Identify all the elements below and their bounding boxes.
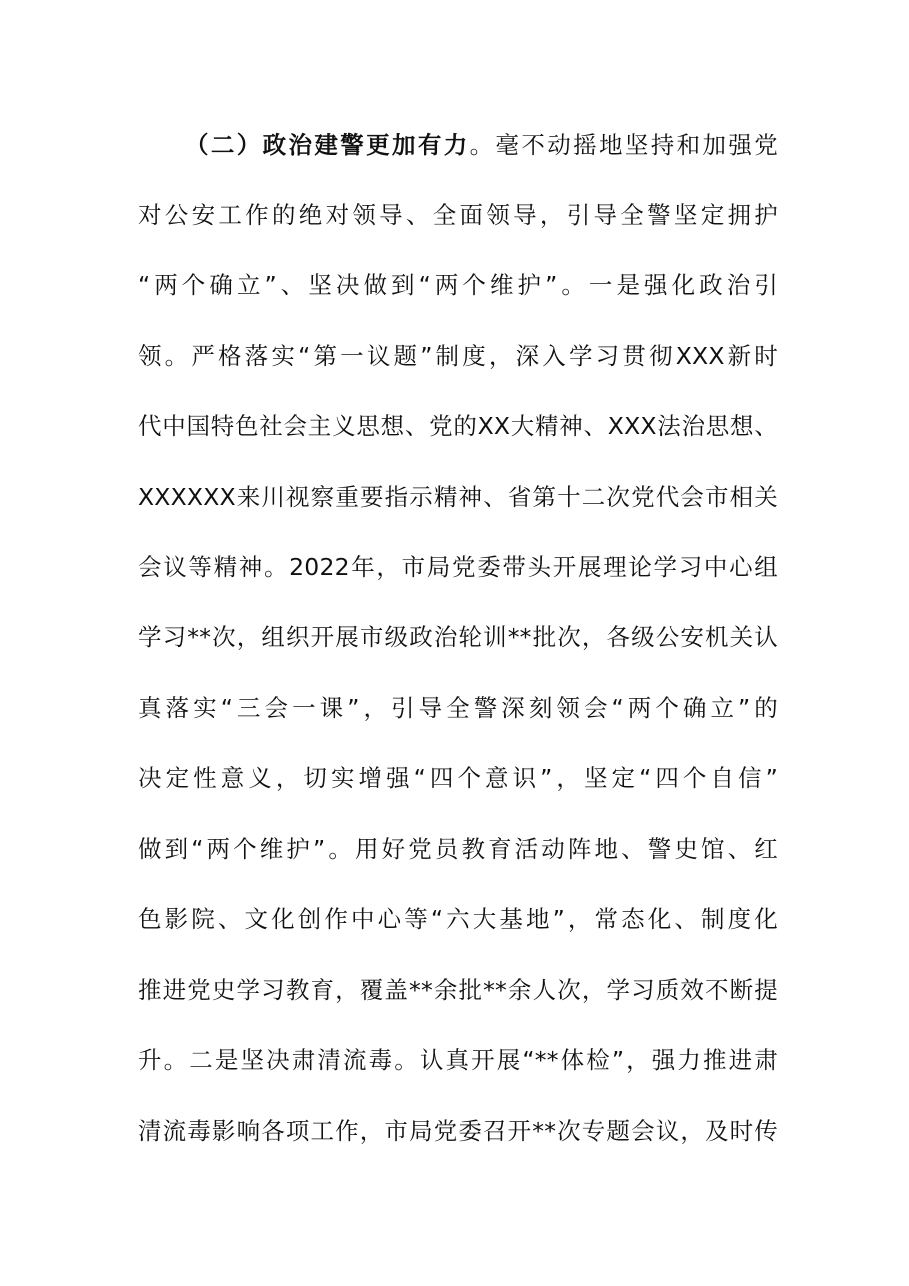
line-text: 。毫不动摇地坚持和加强党 xyxy=(469,131,779,159)
paragraph-line-13: 推进党史学习教育，覆盖**余批**余人次，学习质效不断提 xyxy=(138,976,778,1004)
paragraph-line-2: 对公安工作的绝对领导、全面领导，引导全警坚定拥护 xyxy=(138,201,778,229)
paragraph-line-12: 色影院、文化创作中心等“六大基地”，常态化、制度化 xyxy=(138,905,778,933)
paragraph-line-3: “两个确立”、坚决做到“两个维护”。一是强化政治引 xyxy=(138,271,778,299)
paragraph-line-11: 做到“两个维护”。用好党员教育活动阵地、警史馆、红 xyxy=(138,835,778,863)
section-heading: （二）政治建警更加有力 xyxy=(185,131,470,159)
paragraph-line-15: 清流毒影响各项工作，市局党委召开**次专题会议，及时传 xyxy=(138,1117,778,1145)
paragraph-line-6: XXXXXX来川视察重要指示精神、省第十二次党代会市相关 xyxy=(138,483,778,511)
paragraph-line-8: 学习**次，组织开展市级政治轮训**批次，各级公安机关认 xyxy=(138,623,778,651)
paragraph-line-4: 领。严格落实“第一议题”制度，深入学习贯彻XXX新时 xyxy=(138,342,778,370)
paragraph-line-1 xyxy=(185,125,778,165)
paragraph-line-5: 代中国特色社会主义思想、党的XX大精神、XXX法治思想、 xyxy=(138,412,778,440)
paragraph-line-10: 决定性意义，切实增强“四个意识”，坚定“四个自信” xyxy=(138,764,778,792)
paragraph-line-7: 会议等精神。2022年，市局党委带头开展理论学习中心组 xyxy=(138,553,778,581)
paragraph-line-9: 真落实“三会一课”，引导全警深刻领会“两个确立”的 xyxy=(138,694,778,722)
paragraph-line-14: 升。二是坚决肃清流毒。认真开展“**体检”，强力推进肃 xyxy=(138,1046,778,1074)
